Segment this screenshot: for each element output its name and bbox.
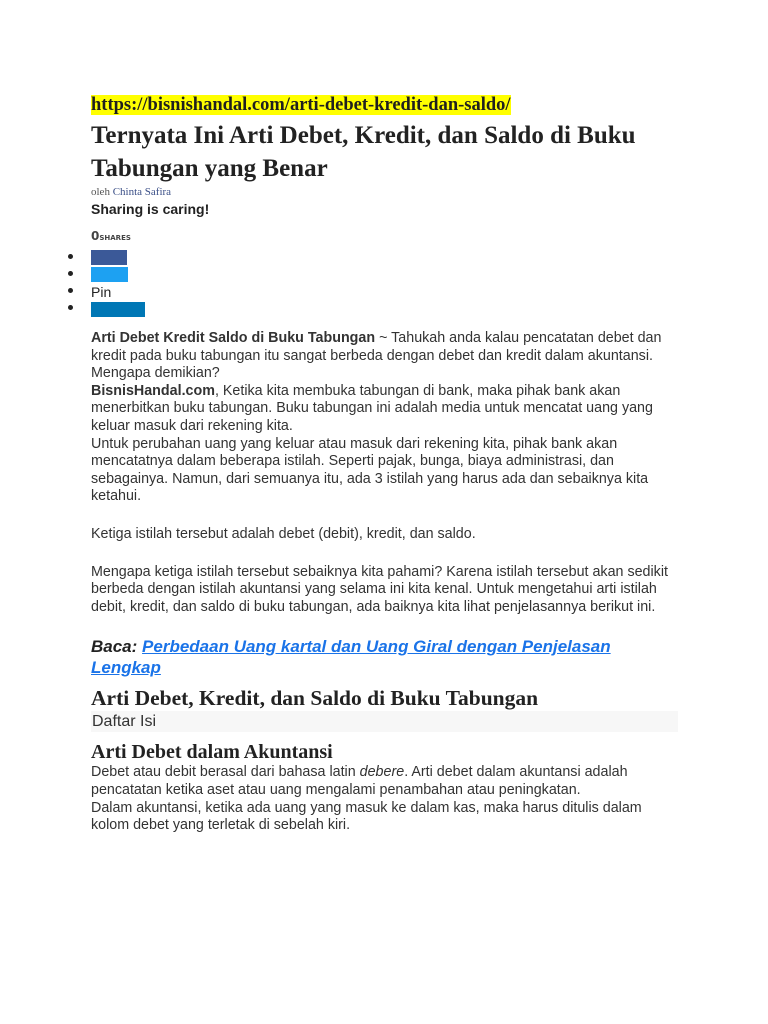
linkedin-share-button[interactable]: [91, 302, 145, 317]
intro-paragraph-5: Mengapa ketiga istilah tersebut sebaiknya kita pahami? Karena istilah tersebut akan sedikit berbeda dengan istilah akuntansi yang selama ini kita kenal. Untuk mengetahui arti istilah debit, kredit, dan saldo di buku tabungan, ada baiknya kita lihat penjelasannya berikut ini.: [91, 563, 668, 615]
related-article: [91, 636, 681, 678]
subsection-paragraph-1: [91, 764, 681, 799]
bullet: [68, 254, 73, 259]
intro-paragraph-4: Ketiga istilah tersebut adalah debet (debit), kredit, dan saldo.: [91, 525, 476, 542]
intro-text-1: ~ Tahukah anda kalau pencatatan debet dan kredit pada buku tabungan itu sangat berbeda dengan debet dan kredit dalam akuntansi. Mengapa demikian?: [91, 330, 662, 382]
share-item-facebook: [91, 250, 681, 267]
intro-keyword: Arti Debet Kredit Saldo di Buku Tabungan: [91, 330, 376, 346]
byline: [91, 186, 681, 199]
subsection-text-1b: . Arti debet dalam akuntansi adalah pencatatan ketika aset atau uang mengalami penambahan atau peningkatan.: [91, 764, 628, 798]
site-name: BisnisHandal.com: [91, 382, 215, 399]
byline-prefix: oleh: [91, 186, 110, 198]
latin-term: debere: [359, 764, 405, 781]
share-item-pinterest: [91, 284, 681, 301]
sharing-caption: Sharing is caring!: [91, 201, 210, 217]
share-buttons: [91, 250, 681, 318]
share-item-linkedin: [91, 301, 681, 318]
bullet: [68, 271, 73, 276]
article-title: Ternyata Ini Arti Debet, Kredit, dan Saldo di Buku Tabungan yang Benar: [91, 122, 636, 182]
subsection-text-1a: Debet atau debit berasal dari bahasa latin: [91, 764, 360, 781]
bullet: [68, 305, 73, 310]
share-item-twitter: [91, 267, 681, 284]
subsection-paragraph-2: Dalam akuntansi, ketika ada uang yang masuk ke dalam kas, maka harus ditulis dalam kolom debet yang terletak di sebelah kiri.: [91, 799, 642, 834]
share-count: [91, 230, 681, 244]
share-count-number: 0: [91, 229, 100, 243]
intro-paragraph-1: [91, 330, 681, 383]
facebook-share-button[interactable]: [91, 250, 127, 265]
intro-paragraph-2: [91, 383, 681, 436]
intro-text-2: , Ketika kita membuka tabungan di bank, maka pihak bank akan menerbitkan buku tabungan. Buku tabungan ini adalah media untuk mencatat uang yang keluar masuk dari rekening kita.: [91, 382, 653, 434]
share-count-label: shares: [99, 232, 131, 243]
table-of-contents-toggle[interactable]: Daftar Isi: [91, 711, 678, 732]
bullet: [68, 288, 73, 293]
source-url[interactable]: [91, 94, 681, 116]
related-article-link[interactable]: Perbedaan Uang kartal dan Uang Giral dengan Penjelasan Lengkap: [91, 637, 611, 678]
source-url-text[interactable]: https://bisnishandal.com/arti-debet-kredit-dan-saldo/: [91, 95, 511, 115]
section-heading: Arti Debet, Kredit, dan Saldo di Buku Tabungan: [91, 686, 539, 711]
twitter-share-button[interactable]: [91, 267, 128, 282]
intro-paragraph-3: Untuk perubahan uang yang keluar atau masuk dari rekening kita, pihak bank akan mencatatnya dalam beberapa istilah. Seperti pajak, bunga, biaya administrasi, dan sebagainya. Namun, dari semuanya itu, ada 3 istilah yang harus ada dan sebaiknya kita ketahui.: [91, 435, 649, 505]
pinterest-share-button[interactable]: Pin: [91, 284, 112, 300]
related-label: Baca:: [91, 637, 138, 657]
subsection-heading: Arti Debet dalam Akuntansi: [91, 741, 333, 764]
author-link[interactable]: Chinta Safira: [112, 186, 172, 198]
article: [91, 94, 681, 835]
